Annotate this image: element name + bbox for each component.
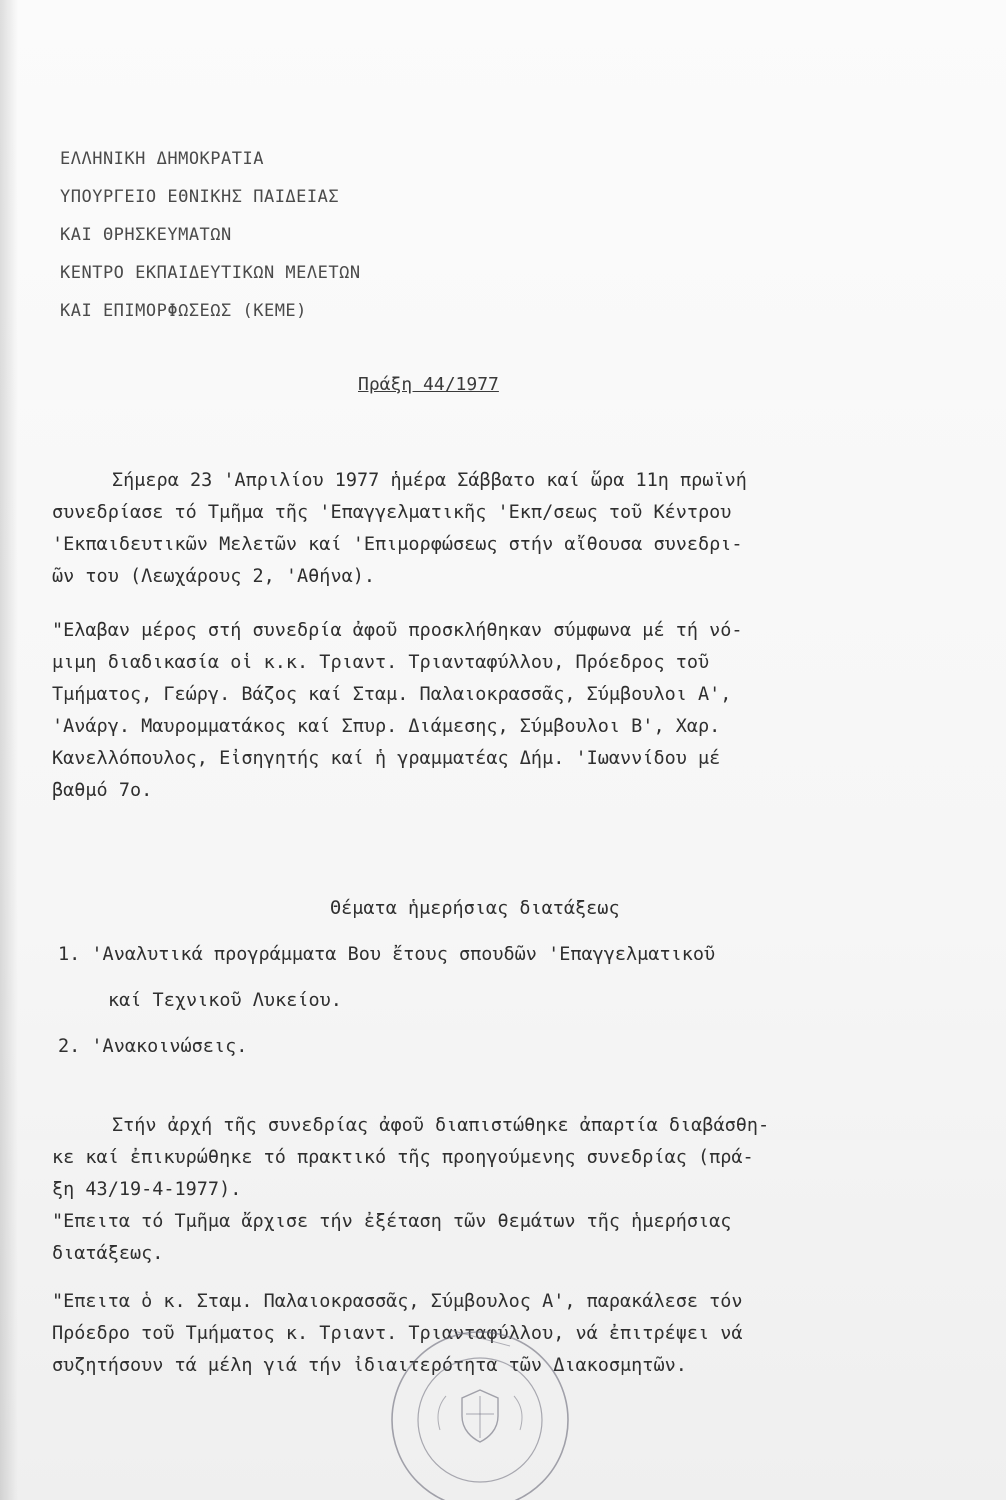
agenda-item-1-continuation: καί Τεχνικοῦ Λυκείου. [108, 990, 342, 1011]
text-line: διατάξεως. [52, 1243, 164, 1264]
header-line-5: ΚΑΙ ΕΠΙΜΟΡΦΩΣΕΩΣ (ΚΕΜΕ) [60, 301, 307, 321]
paragraph-attendees [52, 615, 912, 807]
paragraph-session-opening [52, 465, 912, 593]
text-line: μιμη διαδικασία οἱ κ.κ. Τριαντ. Τριανταφύλλου, Πρόεδρος τοῦ [52, 652, 710, 673]
header-line-1: ΕΛΛΗΝΙΚΗ ΔΗΜΟΚΡΑΤΙΑ [60, 149, 264, 169]
act-title: Πράξη 44/1977 [358, 374, 499, 395]
header-line-3: ΚΑΙ ΘΡΗΣΚΕΥΜΑΤΩΝ [60, 225, 232, 245]
text-line: Κανελλόπουλος, Εἰσηγητής καί ἡ γραμματέας Δήμ. 'Ιωαννίδου μέ [52, 748, 721, 769]
text-line: συνεδρίασε τό Τμῆμα τῆς 'Επαγγελματικῆς 'Εκπ/σεως τοῦ Κέντρου [52, 502, 732, 523]
text-line: 'Εκπαιδευτικῶν Μελετῶν καί 'Επιμορφώσεως στήν αἴθουσα συνεδρι- [52, 534, 743, 555]
agenda-list [58, 932, 715, 1070]
paragraph-examination [52, 1206, 912, 1270]
agenda-item-1: 1. 'Αναλυτικά προγράμματα Βου ἔτους σπουδῶν 'Επαγγελματικοῦ [58, 944, 716, 965]
text-line: Πρόεδρο τοῦ Τμήματος κ. Τριαντ. Τριανταφύλλου, νά ἐπιτρέψει νά [52, 1323, 743, 1344]
text-line: κε καί ἐπικυρώθηκε τό πρακτικό τῆς προηγούμενης συνεδρίας (πρά- [52, 1147, 754, 1168]
text-line: Τμήματος, Γεώργ. Βάζος καί Σταμ. Παλαιοκρασσᾶς, Σύμβουλοι Α', [52, 684, 732, 705]
text-line: βαθμό 7ο. [52, 780, 153, 801]
agenda-item-2: 2. 'Ανακοινώσεις. [58, 1036, 248, 1057]
text-line: 'Ανάργ. Μαυρομματάκος καί Σπυρ. Διάμεσης, Σύμβουλοι Β', Χαρ. [52, 716, 721, 737]
header-line-2: ΥΠΟΥΡΓΕΙΟ ΕΘΝΙΚΗΣ ΠΑΙΔΕΙΑΣ [60, 187, 340, 207]
text-line: ῶν του (Λεωχάρους 2, 'Αθήνα). [52, 566, 376, 587]
text-line: Σήμερα 23 'Απριλίου 1977 ἡμέρα Σάββατο καί ὥρα 11η πρωϊνή [112, 470, 747, 491]
agenda-title: Θέματα ἡμερήσιας διατάξεως [330, 898, 620, 919]
issuer-header [60, 140, 361, 330]
paragraph-quorum [52, 1110, 912, 1206]
text-line: "Επειτα τό Τμῆμα ἄρχισε τήν ἐξέταση τῶν θεμάτων τῆς ἡμερήσιας [52, 1211, 732, 1232]
text-line: ξη 43/19-4-1977). [52, 1179, 242, 1200]
text-line: "Ελαβαν μέρος στή συνεδρία ἀφοῦ προσκλήθηκαν σύμφωνα μέ τή νό- [52, 620, 743, 641]
text-line: Στήν ἀρχή τῆς συνεδρίας ἀφοῦ διαπιστώθηκε ἀπαρτία διαβάσθη- [112, 1115, 770, 1136]
official-stamp-icon [380, 1310, 580, 1500]
text-line: "Επειτα ὁ κ. Σταμ. Παλαιοκρασσᾶς, Σύμβουλος Α', παρακάλεσε τόν [52, 1291, 743, 1312]
text-line: συζητήσουν τά μέλη γιά τήν ἰδιαιτερότητα τῶν Διακοσμητῶν. [52, 1355, 687, 1376]
header-line-4: ΚΕΝΤΡΟ ΕΚΠΑΙΔΕΥΤΙΚΩΝ ΜΕΛΕΤΩΝ [60, 263, 361, 283]
